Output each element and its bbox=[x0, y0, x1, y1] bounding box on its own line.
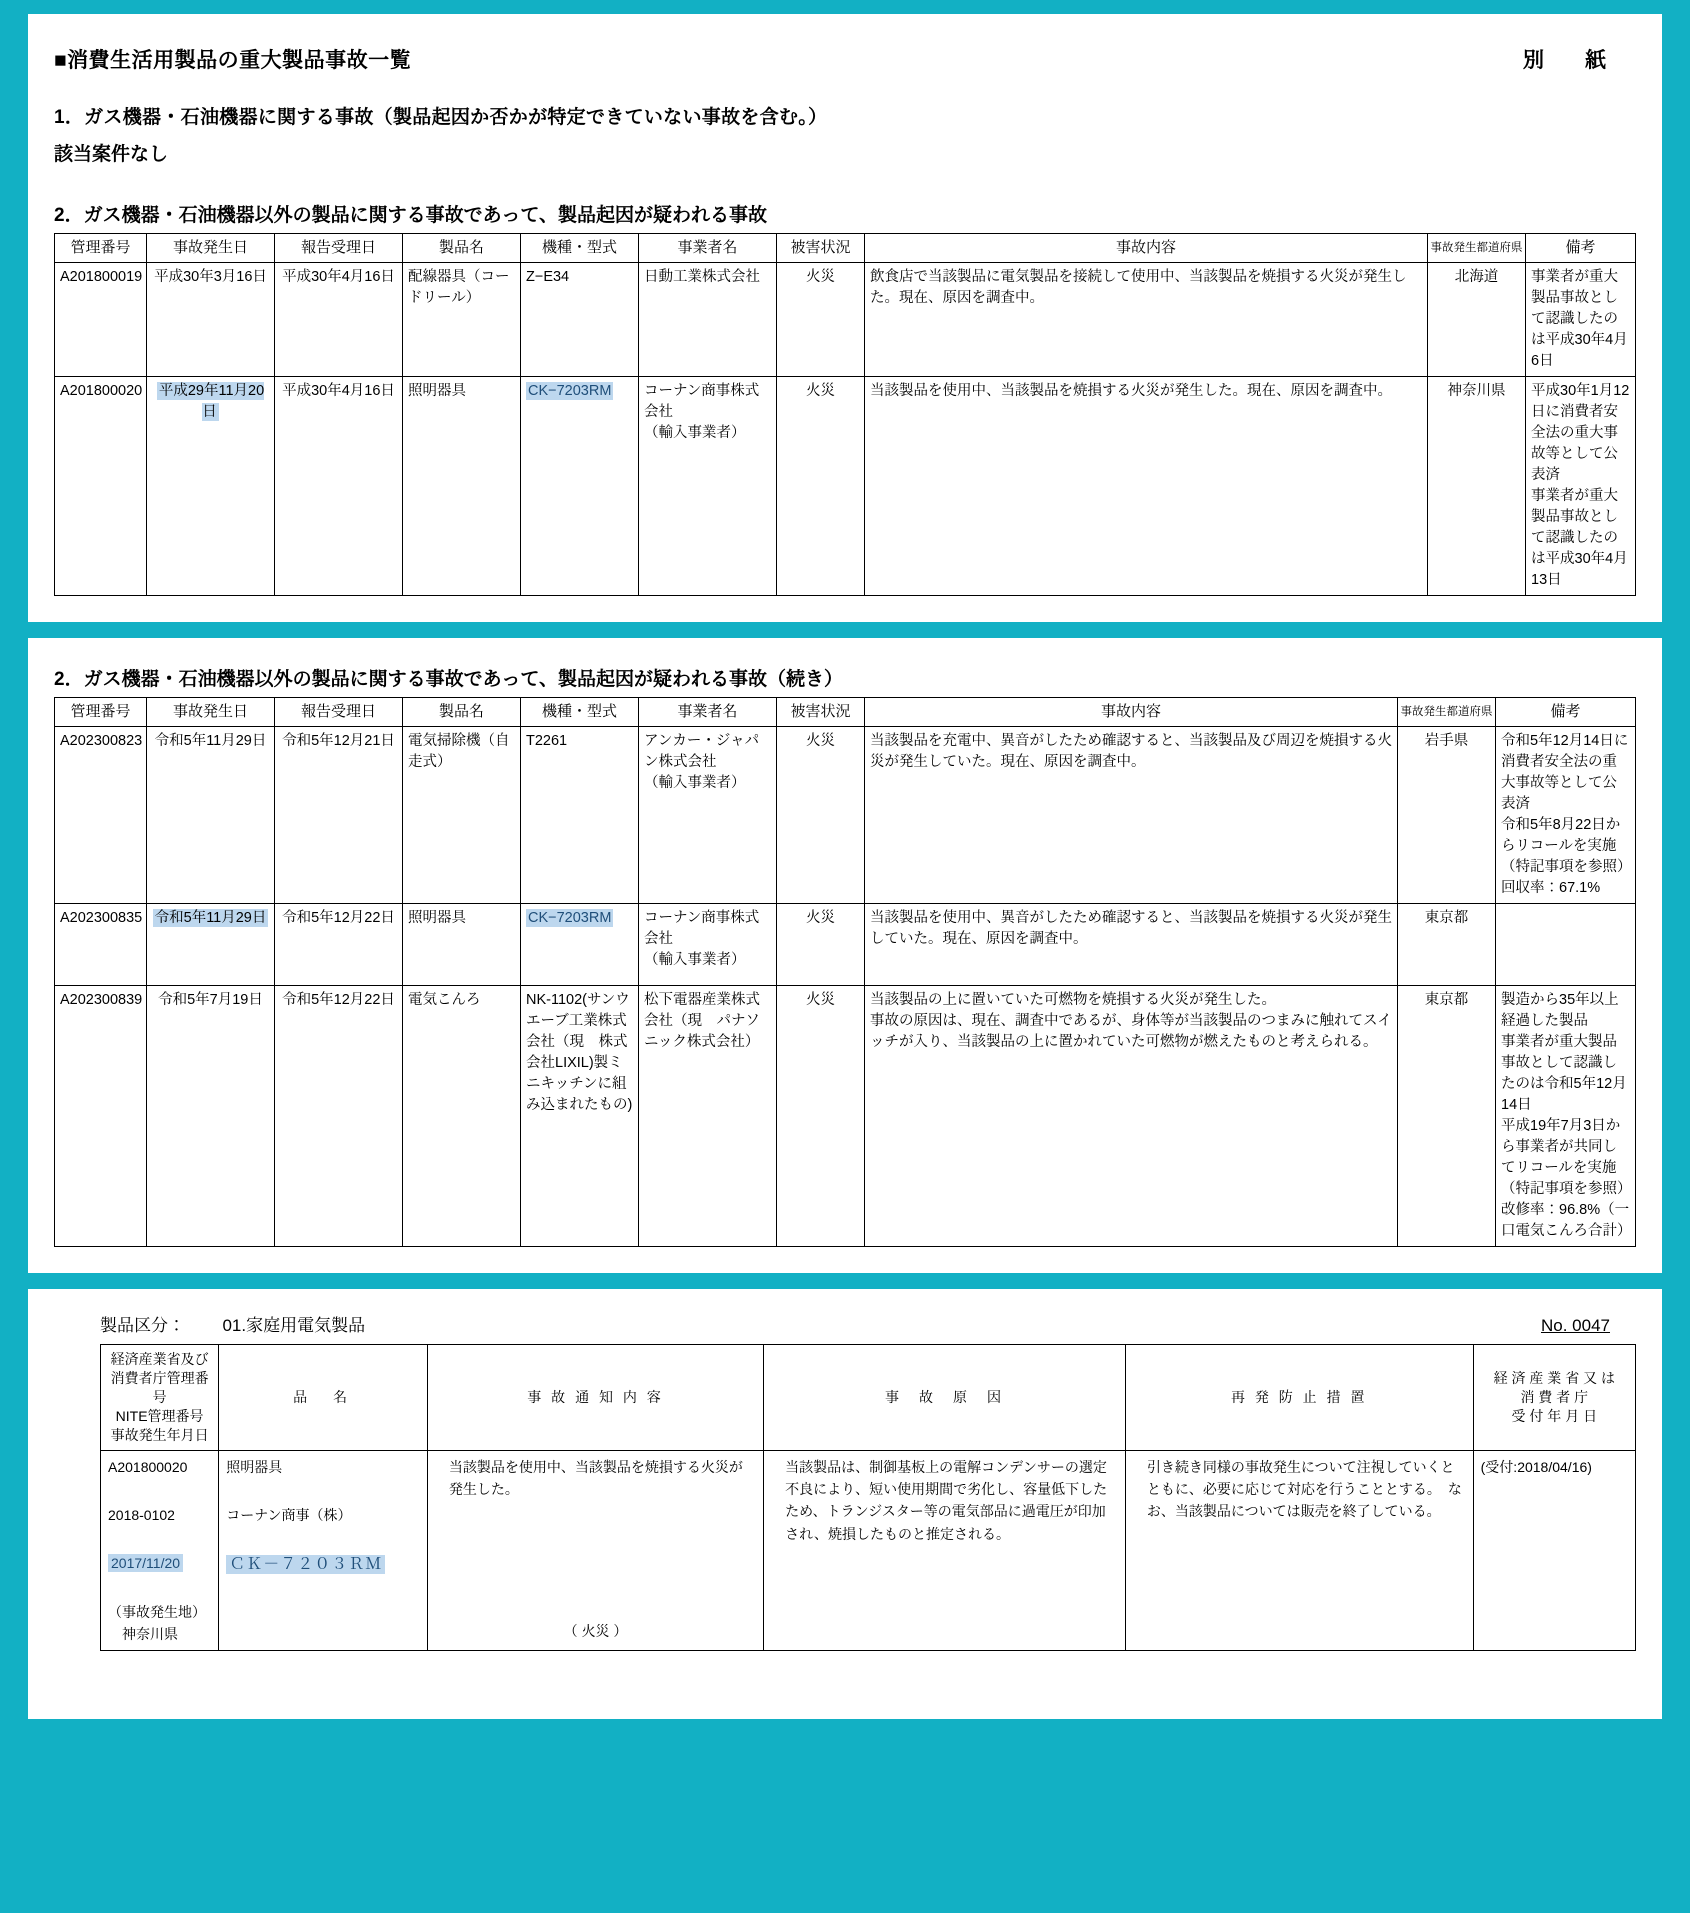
cell-note: 事業者が重大製品事故として認識したのは平成30年4月6日 bbox=[1526, 262, 1636, 376]
detail-header bbox=[54, 1311, 1636, 1344]
col-reported: 報告受理日 bbox=[275, 234, 403, 263]
col-company: 事業者名 bbox=[639, 697, 777, 726]
measure-text: 引き続き同様の事故発生について注視していくとともに、必要に応じて対応を行うこととする。 なお、当該製品については販売を終了している。 bbox=[1146, 1458, 1462, 1520]
col-pref: 事故発生都道府県 bbox=[1398, 697, 1496, 726]
cell-receipt bbox=[1473, 1450, 1635, 1651]
cell-company: 日動工業株式会社 bbox=[639, 262, 777, 376]
col-mgmt-no: 管理番号 bbox=[55, 697, 147, 726]
cell-damage: 火災 bbox=[777, 985, 865, 1246]
accident-table-1 bbox=[54, 233, 1636, 596]
receipt-date: (受付:2018/04/16) bbox=[1480, 1458, 1592, 1475]
besshi-label: 別 紙 bbox=[1523, 49, 1616, 72]
cell-ids bbox=[101, 1450, 219, 1651]
nite-no: 2018-0102 bbox=[108, 1506, 175, 1523]
table-header-row bbox=[55, 697, 1636, 726]
col-note: 備考 bbox=[1496, 697, 1636, 726]
col-detail: 事故内容 bbox=[865, 234, 1428, 263]
cell-model: Z−E34 bbox=[521, 262, 639, 376]
col-product: 製品名 bbox=[403, 697, 521, 726]
cell-reported: 平成30年4月16日 bbox=[275, 376, 403, 595]
accident-detail-page bbox=[28, 1289, 1662, 1719]
col-damage: 被害状況 bbox=[777, 234, 865, 263]
section2-heading: 2．ガス機器・石油機器以外の製品に関する事故であって、製品起因が疑われる事故 bbox=[54, 205, 767, 226]
cell-company: アンカー・ジャパン株式会社 （輸入事業者） bbox=[639, 726, 777, 903]
cell-model: CK−7203RM bbox=[521, 376, 639, 595]
cell-product: 電気こんろ bbox=[403, 985, 521, 1246]
place-label: （事故発生地） bbox=[108, 1603, 206, 1620]
company-name: コーナン商事（株） bbox=[226, 1506, 352, 1523]
col-mgmt-nite-no: 経済産業省及び 消費者庁管理番号 NITE管理番号 事故発生年月日 bbox=[101, 1345, 219, 1450]
cell-product: 照明器具 bbox=[403, 376, 521, 595]
category-label: 製品区分： bbox=[100, 1316, 185, 1336]
col-mgmt-no: 管理番号 bbox=[55, 234, 147, 263]
cell-damage: 火災 bbox=[777, 376, 865, 595]
cell-occurred: 平成30年3月16日 bbox=[147, 262, 275, 376]
cell-damage: 火災 bbox=[777, 262, 865, 376]
cell-occurred: 令和5年11月29日 bbox=[147, 903, 275, 985]
table-row bbox=[55, 376, 1636, 595]
notice-text: 当該製品を使用中、当該製品を焼損する火災が発生した。 bbox=[448, 1458, 743, 1497]
cell-note: 平成30年1月12日に消費者安全法の重大事故等として公表済 事業者が重大製品事故として認識したのは平成30年4月13日 bbox=[1526, 376, 1636, 595]
cell-mgmt-no: A201800019 bbox=[55, 262, 147, 376]
col-receipt-date: 経 済 産 業 省 又 は 消 費 者 庁 受 付 年 月 日 bbox=[1473, 1345, 1635, 1450]
cell-product bbox=[219, 1450, 428, 1651]
category-line bbox=[100, 1311, 365, 1336]
cell-company: コーナン商事株式会社 （輸入事業者） bbox=[639, 903, 777, 985]
col-occurred: 事故発生日 bbox=[147, 697, 275, 726]
cell-mgmt-no: A202300823 bbox=[55, 726, 147, 903]
category-value: 01.家庭用電気製品 bbox=[222, 1316, 366, 1336]
cell-model: T2261 bbox=[521, 726, 639, 903]
page-title: ■消費生活用製品の重大製品事故一覧 bbox=[54, 49, 412, 72]
cell-note: 製造から35年以上経過した製品 事業者が重大製品事故として認識したのは令和5年12月14日 平成19年7月3日から事業者が共同してリコールを実施（特記事項を参照） 改修率：96.8%（一口電気こんろ合計） bbox=[1496, 985, 1636, 1246]
table-row bbox=[55, 262, 1636, 376]
col-model: 機種・型式 bbox=[521, 697, 639, 726]
cell-pref: 東京都 bbox=[1398, 985, 1496, 1246]
cell-occurred: 平成29年11月20日 bbox=[147, 376, 275, 595]
cell-note: 令和5年12月14日に消費者安全法の重大事故等として公表済 令和5年8月22日からリコールを実施（特記事項を参照） 回収率：67.1% bbox=[1496, 726, 1636, 903]
cell-cause bbox=[764, 1450, 1126, 1651]
cell-pref: 北海道 bbox=[1428, 262, 1526, 376]
col-note: 備考 bbox=[1526, 234, 1636, 263]
occurrence-date: 2017/11/20 bbox=[108, 1554, 183, 1572]
notice-damage: （ 火災 ） bbox=[563, 1623, 628, 1640]
cell-company: 松下電器産業株式会社（現 パナソニック株式会社） bbox=[639, 985, 777, 1246]
col-model: 機種・型式 bbox=[521, 234, 639, 263]
cell-reported: 令和5年12月21日 bbox=[275, 726, 403, 903]
cell-detail: 飲食店で当該製品に電気製品を接続して使用中、当該製品を焼損する火災が発生した。現在、原因を調査中。 bbox=[865, 262, 1428, 376]
cell-mgmt-no: A201800020 bbox=[55, 376, 147, 595]
col-company: 事業者名 bbox=[639, 234, 777, 263]
detail-table bbox=[100, 1344, 1636, 1651]
col-notice: 事 故 通 知 内 容 bbox=[427, 1345, 763, 1450]
col-reported: 報告受理日 bbox=[275, 697, 403, 726]
accident-list-page-2 bbox=[28, 638, 1662, 1273]
col-measure: 再 発 防 止 措 置 bbox=[1125, 1345, 1473, 1450]
cell-pref: 神奈川県 bbox=[1428, 376, 1526, 595]
cell-product: 配線器具（コードリール） bbox=[403, 262, 521, 376]
cell-damage: 火災 bbox=[777, 726, 865, 903]
cell-detail: 当該製品を充電中、異音がしたため確認すると、当該製品及び周辺を焼損する火災が発生していた。現在、原因を調査中。 bbox=[865, 726, 1398, 903]
col-product: 製品名 bbox=[403, 234, 521, 263]
col-occurred: 事故発生日 bbox=[147, 234, 275, 263]
col-product-name: 品 名 bbox=[219, 1345, 428, 1450]
cell-note bbox=[1496, 903, 1636, 985]
accident-table-2 bbox=[54, 697, 1636, 1247]
cell-detail: 当該製品を使用中、異音がしたため確認すると、当該製品を焼損する火災が発生していた。現在、原因を調査中。 bbox=[865, 903, 1398, 985]
cell-product: 電気掃除機（自走式） bbox=[403, 726, 521, 903]
cell-damage: 火災 bbox=[777, 903, 865, 985]
accident-list-page-1 bbox=[28, 14, 1662, 622]
cell-detail: 当該製品の上に置いていた可燃物を焼損する火災が発生した。 事故の原因は、現在、調査中であるが、身体等が当該製品のつまみに触れてスイッチが入り、当該製品の上に置かれていた可燃物が燃えたものと考えられる。 bbox=[865, 985, 1398, 1246]
cell-reported: 令和5年12月22日 bbox=[275, 903, 403, 985]
cell-product: 照明器具 bbox=[403, 903, 521, 985]
cell-model: NK-1102(サンウエーブ工業株式会社（現 株式会社LIXIL)製ミニキッチンに組み込まれたもの) bbox=[521, 985, 639, 1246]
table-row bbox=[55, 726, 1636, 903]
detail-header-row bbox=[101, 1345, 1636, 1450]
section1-heading: 1．ガス機器・石油機器に関する事故（製品起因か否かが特定できていない事故を含む。） bbox=[54, 107, 828, 128]
col-damage: 被害状況 bbox=[777, 697, 865, 726]
cell-mgmt-no: A202300835 bbox=[55, 903, 147, 985]
table-row bbox=[55, 903, 1636, 985]
cell-pref: 東京都 bbox=[1398, 903, 1496, 985]
page-header bbox=[54, 44, 1636, 74]
cell-pref: 岩手県 bbox=[1398, 726, 1496, 903]
col-cause: 事 故 原 因 bbox=[764, 1345, 1126, 1450]
cell-occurred: 令和5年11月29日 bbox=[147, 726, 275, 903]
product-name: 照明器具 bbox=[226, 1458, 283, 1475]
section2-heading-cont: 2．ガス機器・石油機器以外の製品に関する事故であって、製品起因が疑われる事故（続き） bbox=[54, 668, 843, 690]
cell-measure bbox=[1125, 1450, 1473, 1651]
cell-mgmt-no: A202300839 bbox=[55, 985, 147, 1246]
cause-text: 当該製品は、制御基板上の電解コンデンサーの選定不良により、短い使用期間で劣化し、容量低下したため、トランジスター等の電気部品に過電圧が印加され、焼損したものと推定される。 bbox=[785, 1458, 1108, 1542]
cell-detail: 当該製品を使用中、当該製品を焼損する火災が発生した。現在、原因を調査中。 bbox=[865, 376, 1428, 595]
detail-row bbox=[101, 1450, 1636, 1651]
cell-model: CK−7203RM bbox=[521, 903, 639, 985]
table-header-row bbox=[55, 234, 1636, 263]
place-value: 神奈川県 bbox=[122, 1626, 178, 1643]
cell-reported: 令和5年12月22日 bbox=[275, 985, 403, 1246]
col-detail: 事故内容 bbox=[865, 697, 1398, 726]
cell-occurred: 令和5年7月19日 bbox=[147, 985, 275, 1246]
model-number: ＣＫ－７２０３ＲＭ bbox=[226, 1555, 385, 1574]
cell-reported: 平成30年4月16日 bbox=[275, 262, 403, 376]
table-row bbox=[55, 985, 1636, 1246]
page-number: No. 0047 bbox=[1541, 1316, 1610, 1336]
mgmt-no: A201800020 bbox=[108, 1458, 188, 1475]
cell-notice bbox=[427, 1450, 763, 1651]
section1-body: 該当案件なし bbox=[54, 144, 169, 165]
cell-company: コーナン商事株式会社 （輸入事業者） bbox=[639, 376, 777, 595]
col-pref: 事故発生都道府県 bbox=[1428, 234, 1526, 263]
